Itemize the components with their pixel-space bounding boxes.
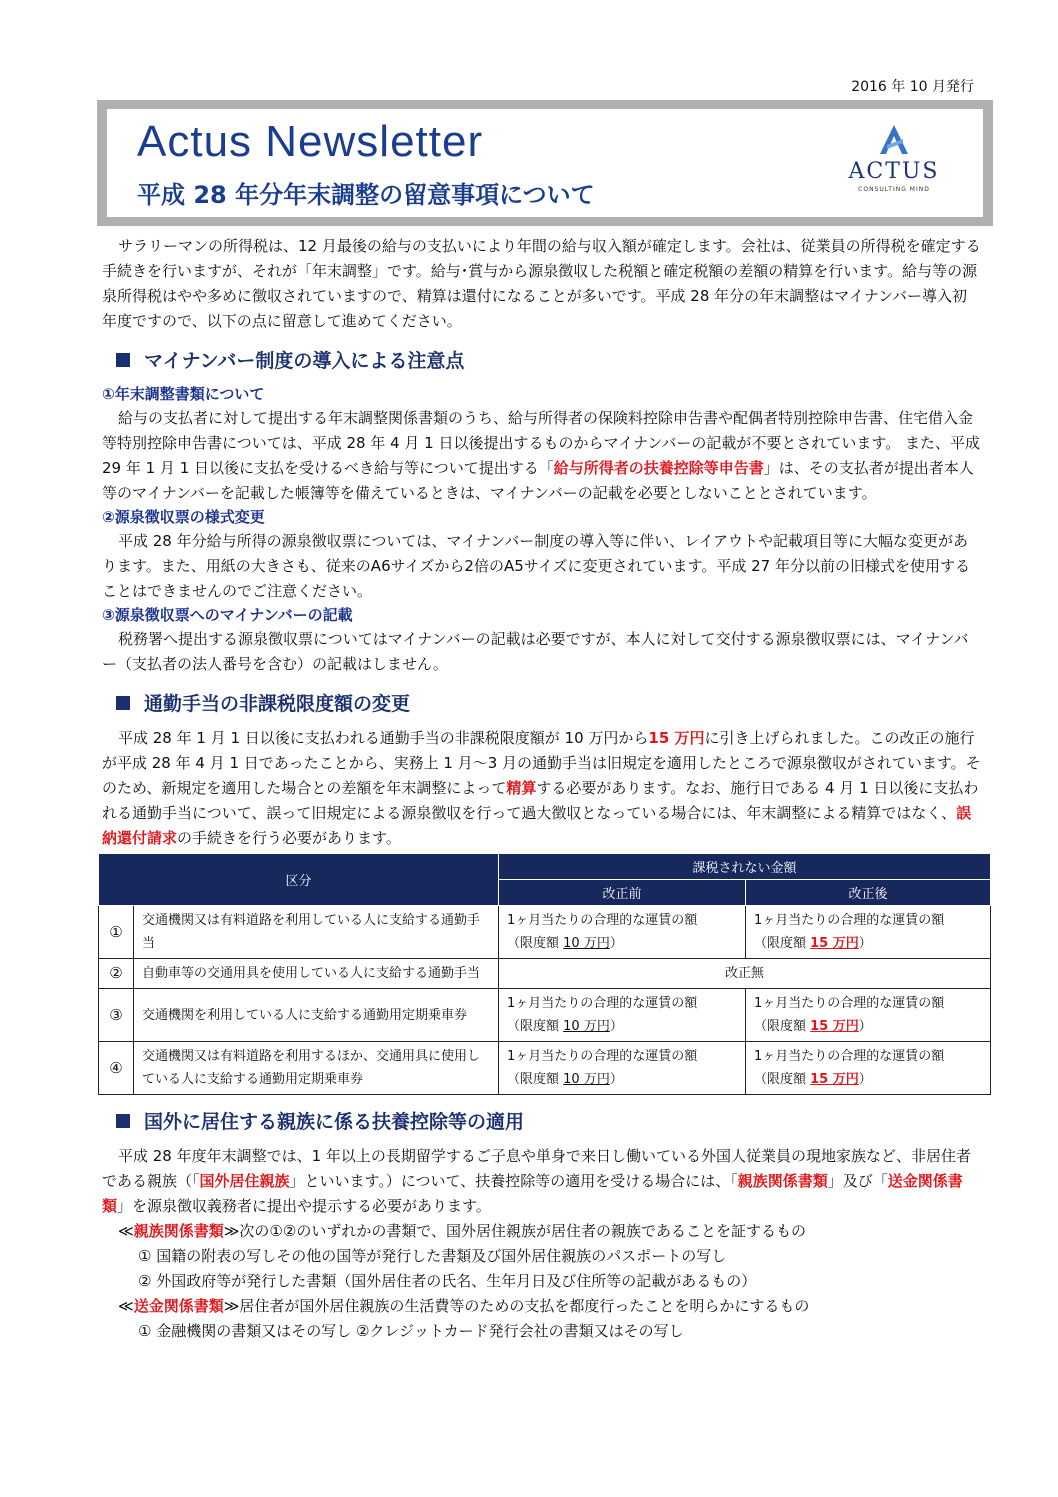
before-cell: 1ヶ月当たりの合理的な運賃の額 （限度額 10 万円）: [499, 1042, 746, 1095]
subheading-withholding-slip-mynumber: ③源泉徴収票へのマイナンバーの記載: [102, 606, 353, 624]
table-header-before: 改正前: [499, 880, 746, 906]
table-row: ④ 交通機関又は有料道路を利用するほか、交通用具に使用している人に支給する通勤用定期乗車券 1ヶ月当たりの合理的な運賃の額 （限度額 10 万円） 1ヶ月当たりの合理的な運賃の額 （限度額 15 万円）: [99, 1042, 991, 1095]
kinship-docs-item-2: ② 外国政府等が発行した書類（国外居住者の氏名、生年月日及び住所等の記載があるもの）: [138, 1272, 757, 1290]
overseas-relatives-paragraph: 平成 28 年度年末調整では、1 年以上の長期留学するご子息や単身で来日し働いている外国人従業員の現地家族など、非居住者である親族（「国外居住親族」といいます。）について、扶養控除等の適用を受ける場合には、「親族関係書類」及び「送金関係書類」を源泉徴収義務者に提出や提示する必要があります。: [102, 1147, 971, 1215]
actus-logo: [839, 123, 949, 193]
year-end-docs-paragraph: 給与の支払者に対して提出する年末調整関係書類のうち、給与所得者の保険料控除申告書や配偶者特別控除申告書、住宅借入金等特別控除申告書については、平成 28 年 4 月 1 日以後提出するものからマイナンバーの記載が不要とされています。 また、平成 29 年 1 月 1 日以後に支払を受けるべき給与等について提出する「給与所得者の扶養控除等申告書」は、その支払者が提出者本人等のマイナンバーを記載した帳簿等を備えているときは、マイナンバーの記載を必要としないこととされています。: [102, 409, 980, 502]
table-header-category: 区分: [99, 854, 499, 906]
newsletter-subtitle: 平成 28 年分年末調整の留意事項について: [137, 181, 595, 209]
kinship-docs-item-1: ① 国籍の附表の写しその他の国等が発行した書類及び国外居住親族のパスポートの写し: [138, 1247, 727, 1265]
section-heading-commuting: 通勤手当の非課税限度額の変更: [102, 689, 982, 716]
logo-mark-icon: [877, 123, 911, 157]
after-cell: 1ヶ月当たりの合理的な運賃の額 （限度額 15 万円）: [746, 1042, 991, 1095]
section-heading-overseas-relatives: 国外に居住する親族に係る扶養控除等の適用: [102, 1107, 982, 1134]
remittance-docs-item: ① 金融機関の書類又はその写し ②クレジットカード発行会社の書類又はその写し: [138, 1322, 684, 1340]
newsletter-body: [102, 234, 982, 1344]
section-heading-mynumber: マイナンバー制度の導入による注意点: [102, 346, 982, 373]
intro-paragraph: サラリーマンの所得税は、12 月最後の給与の支払いにより年間の給与収入額が確定します。会社は、従業員の所得税を確定する手続きを行いますが、それが「年末調整」です。給与･賞与から源泉徴収した税額と確定税額の差額の精算を行います。給与等の源泉所得税はやや多めに徴収されていますので、精算は還付になることが多いです。平成 28 年分の年末調整はマイナンバー導入初年度ですので、以下の点に留意して進めてください。: [102, 237, 981, 330]
table-row: ③ 交通機関を利用している人に支給する通勤用定期乗車券 1ヶ月当たりの合理的な運賃の額 （限度額 10 万円） 1ヶ月当たりの合理的な運賃の額 （限度額 15 万円）: [99, 989, 991, 1042]
commuting-allowance-table: [98, 853, 991, 1095]
table-row: ② 自動車等の交通用具を使用している人に支給する通勤手当 改正無: [99, 959, 991, 989]
table-row: ① 交通機関又は有料道路を利用している人に支給する通勤手当 1ヶ月当たりの合理的な運賃の額 （限度額 10 万円） 1ヶ月当たりの合理的な運賃の額 （限度額 15 万円）: [99, 906, 991, 959]
commuting-paragraph: 平成 28 年 1 月 1 日以後に支払われる通勤手当の非課税限度額が 10 万円から15 万円に引き上げられました。この改正の施行が平成 28 年 4 月 1 日であったことから、実務上 1 月～3 月の通勤手当は旧規定を適用したところで源泉徴収がされています。そのため、新規定を適用した場合との差額を年末調整によって精算する必要があります。なお、施行日である 4 月 1 日以後に支払われる通勤手当について、誤って旧規定による源泉徴収を行って過大徴収となっている場合には、年末調整による精算ではなく、誤納還付請求の手続きを行う必要があります。: [102, 729, 981, 847]
square-bullet-icon: [116, 1114, 130, 1128]
table-header-after: 改正後: [746, 880, 991, 906]
subheading-year-end-docs: ①年末調整書類について: [102, 385, 265, 403]
subheading-withholding-slip-format: ②源泉徴収票の様式変更: [102, 508, 265, 526]
square-bullet-icon: [116, 353, 130, 367]
kinship-docs-line: ≪親族関係書類≫次の①②のいずれかの書類で、国外居住親族が居住者の親族であることを証するもの: [118, 1222, 807, 1240]
before-cell: 1ヶ月当たりの合理的な運賃の額 （限度額 10 万円）: [499, 906, 746, 959]
after-cell: 1ヶ月当たりの合理的な運賃の額 （限度額 15 万円）: [746, 989, 991, 1042]
withholding-slip-mynumber-paragraph: 税務署へ提出する源泉徴収票についてはマイナンバーの記載は必要ですが、本人に対して交付する源泉徴収票には、マイナンバー（支払者の法人番号を含む）の記載はしません。: [102, 630, 969, 673]
before-cell: 1ヶ月当たりの合理的な運賃の額 （限度額 10 万円）: [499, 989, 746, 1042]
logo-name: ACTUS: [848, 159, 940, 184]
square-bullet-icon: [116, 696, 130, 710]
after-cell: 1ヶ月当たりの合理的な運賃の額 （限度額 15 万円）: [746, 906, 991, 959]
header-panel: [107, 109, 983, 217]
newsletter-title: Actus Newsletter: [137, 117, 484, 166]
table-header-amount: 課税されない金額: [499, 854, 991, 880]
withholding-slip-format-paragraph: 平成 28 年分給与所得の源泉徴収票については、マイナンバー制度の導入等に伴い、レイアウトや記載項目等に大幅な変更があります。また、用紙の大きさも、従来のA6サイズから2倍のA5サイズに変更されています。平成 27 年分以前の旧様式を使用することはできませんのでご注意ください。: [102, 532, 970, 600]
newsletter-header: [97, 100, 993, 226]
no-change-cell: 改正無: [499, 959, 991, 989]
logo-tagline: CONSULTING MIND: [858, 186, 930, 193]
remittance-docs-line: ≪送金関係書類≫居住者が国外居住親族の生活費等のための支払を都度行ったことを明らかにするもの: [118, 1297, 810, 1315]
issue-date: 2016 年 10 月発行: [851, 79, 974, 95]
